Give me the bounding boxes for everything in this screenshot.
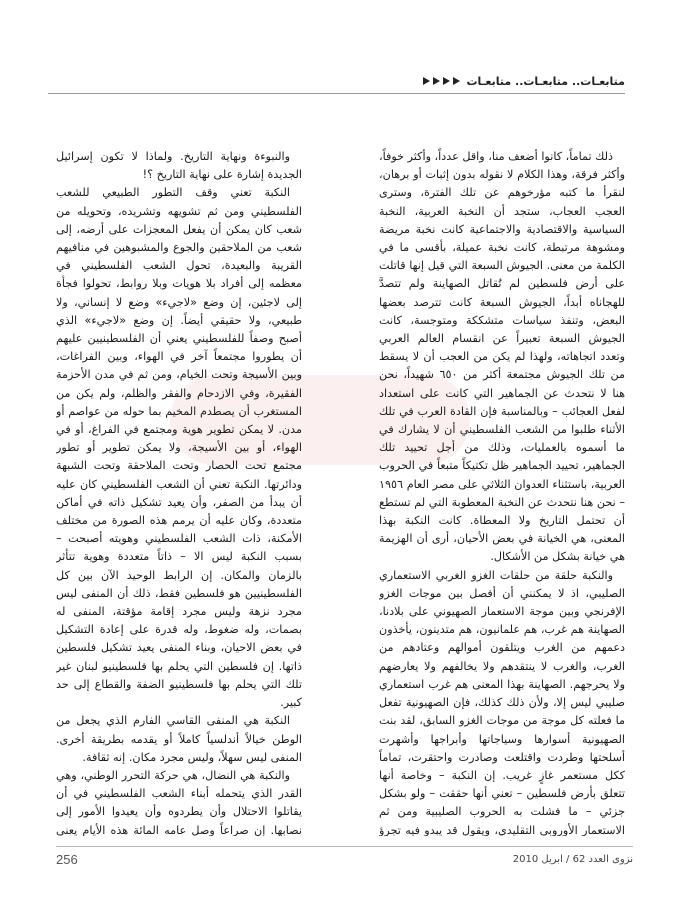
issue-info: نزوى العدد 62 / ابريل 2010: [512, 853, 633, 865]
header-arrows-icon: [423, 77, 460, 85]
running-header: [48, 70, 625, 92]
header-divider: [48, 93, 625, 94]
paragraph: النكبة هي المنفى القاسي الفارم الذي يجعل من الوطن خيالاً أندلسياً كاملاً أو يقدمه بطريقة أخرى. المنفى ليس سهلاً، وليس مجرد مكان. إنه ثقافة.: [56, 714, 302, 764]
triangle-arrow-icon: [423, 77, 430, 85]
triangle-arrow-icon: [433, 77, 440, 85]
paragraph: والنبوءة ونهاية التاريخ. ولماذا لا تكون إسرائيل الجديدة إشارة على نهاية التاريخ ؟!: [56, 150, 302, 182]
page-footer: [56, 850, 633, 868]
triangle-arrow-icon: [453, 77, 460, 85]
paragraph: ذلك تماماً، كانوا أضعف منا، واقل عدداً، وأكثر خوفاً، وأكثر فرقة، وهذا الكلام لا نقوله بدون إثبات أو برهان، لنقرأ ما كتبه مؤرخوهم عن تلك الفترة، وسترى العجب العجاب، ستجد أن النخبة العربية، النخبة السياسية والاقتصادية والاجتماعية كانت نخبة مريضة ومشوهة مرتبطة، كانت نخبة عميلة، بأقسى ما في الكلمة من معنى. الجيوش السبعة التي قيل إنها قاتلت على أرض فلسطين لم تُقاتل الصهاينة ولم تتصدَّ للهجاناه أبداً، الجيوش السبعة كانت تترصد بعضها البعض، وتنفذ سياسات متشككة ومتوجسة، كانت الجيوش السبعة تعبيراً عن انقسام العالم العربي وتعدد اتجاهاته، ولهذا لم يكن من العجب أن لا يسقط من تلك الجيوش مجتمعة أكثر من ٦٥٠ شهيداً، نحن هنا لا نتحدث عن الجماهير التي كانت على استعداد لفعل العجائب – وبالمناسبة فإن القادة العرب في تلك الأثناء طلبوا من الشعب الفلسطيني أن لا يشارك في ما أسموه بالعمليات، وذلك من أجل تحييد تلك الجماهير، تحييد الجماهير ظل تكتيكاً متبعاً في الحروب العربية، باستثناء العدوان الثلاثي على مصر العام ١٩٥٦ – نحن هنا نتحدث عن النخبة المعطوبة التي لم تستطع أن تحتمل التاريخ ولا المعطاة. كانت النكبة بهذا المعنى، هي الخيانة في بعض الأحيان، أرى أن الهزيمة هي خيانة بشكل من الأشكال.: [379, 150, 625, 564]
page-number: 256: [56, 851, 78, 867]
paragraph: والنكبة هي النضال، هي حركة التحرر الوطني، وهي القدر الذي يتحمله أبناء الشعب الفلسطيني في أن يقاتلوا الاحتلال وأن يطردوه وأن يعيدوا الأمور إلى نصابها. إن صراعاً وصل عامه المائة هذه الأيام يعني: [56, 768, 302, 836]
paragraph: والنكبة حلقة من حلقات الغزو الغربي الاستعماري الصليبي، اذ لا يمكنني أن أفصل بين موجات الغزو الإفرنجي وبين موجة الاستعمار الصهيوني على بلادنا، الصهاينة هم غرب، هم علمانيون، هم متدينون، يأخذون دعمهم من الغرب ويتلقون أموالهم وعتادهم من الغرب، والغرب لا ينتقدهم ولا يخالفهم ولا يعارضهم ولا يحرجهم. الصهاينة بهذا المعنى هم غرب استعماري صليبي ليس إلا، ولأن ذلك كذلك، فإن الصهيونية تفعل ما فعلته كل موجة من موجات الغزو السابق، لقد بنت الصهيونية أسوارها وسياجاتها وأبراجها وأشهرت أسلحتها وطردت واقتلعت وصادرت واحتقرت، تماماً ككل مستعمر غازٍ غريب. إن النكبة – وخاصة أنها تتعلق بأرض فلسطين – تعني أنها حققت – ولو بشكل جزئي – ما فشلت به الحروب الصليبية ومن ثم الاستعمار الأوروبي التقليدي، ويقول قد يبدو فيه تجرؤ: [379, 568, 625, 836]
triangle-arrow-icon: [443, 77, 450, 85]
footer-divider: [56, 846, 633, 847]
left-column: [56, 148, 302, 836]
right-column: [379, 148, 625, 836]
paragraph: النكبة تعني وقف التطور الطبيعي للشعب الفلسطيني ومن ثم تشويهه وتشريده، وتحويله من شعب كان يمكن أن يفعل المعجزات على أرضه، إلى شعب من الملاحقين والجوع والمشبوهين في منافيهم القريبة والبعيدة، تحول الشعب الفلسطيني في معظمه إلى أفراد بلا هويات وبلا روابط، تحولوا فجأة إلى لاجئين، إن وضع «لاجيء» وضع لا إنساني، ولا طبيعي، ولا حقيقي أيضاً. إن وضع «لاجيء» الذي أصبح وصفاً للفلسطيني يعني أن الفلسطينيين عليهم أن يطوروا مجتمعاً آخر في الهواء، وبين الفراغات، وبين الأسيجة وتحت الخيام، ومن ثم في مدن الأحزمة الفقيرة، وفي الازدحام والفقر والظلم، ولم يكن من المستغرب أن يصطدم المخيم بما حوله من عواصم أو مدن. لا يمكن تطوير هوية ومجتمع في الفراغ، أو في الهواء، أو بين الأسيجة، ولا يمكن تطوير أو تطور مجتمع تحت الحصار وتحت الملاحقة وتحت الشبهة ودائرتها. النكبة تعني أن الشعب الفلسطيني كان عليه أن يبدأ من الصفر، وأن يعيد تشكيل ذاته في أماكن متعددة، وكان عليه أن يرمم هذه الصورة من مختلف الأمكنة، ذات الشعب الفلسطيني وهويته أصبحت – بسبب النكبة ليس الا – ذاتاً متعددة وهوية تتأثر بالزمان والمكان. إن الرابط الوحيد الآن بين كل الفلسطينيين هو فلسطين فقط، ذلك أن المنفى ليس مجرد نزهة وليس مجرد إقامة مؤقتة، المنفى له بصمات، وله ضغوط، وله قدرة على إعادة التشكيل في بعض الاحيان، وبناء المنفى يعيد تشكيل فلسطين ذاتها. إن فلسطين التي يحلم بها فلسطينيو لبنان غير تلك التي يحلم بها فلسطينيو الضفة والقطاع إلى حد كبير.: [56, 186, 302, 710]
section-label: متابعـات.. متابعـات.. متابعـات: [466, 74, 625, 88]
